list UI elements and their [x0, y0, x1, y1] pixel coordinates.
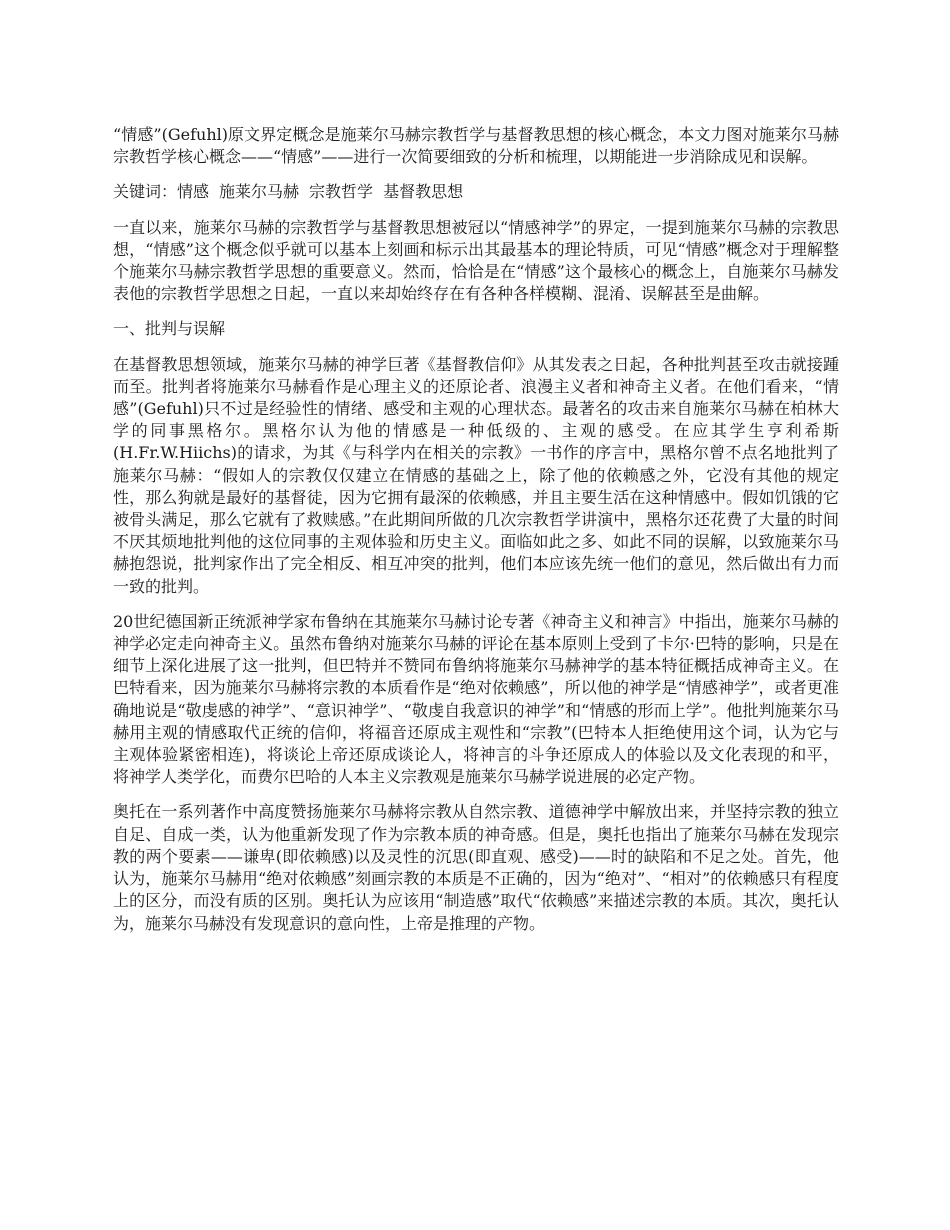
- keyword-item: 宗教哲学: [309, 182, 374, 202]
- body-paragraph: 奥托在一系列著作中高度赞扬施莱尔马赫将宗教从自然宗教、道德神学中解放出来，并坚持宗教的独立自足、自成一类，认为他重新发现了作为宗教本质的神奇感。但是，奥托也指出了施莱尔马赫在发现宗教的两个要素——谦卑(即依赖感)以及灵性的沉思(即直观、感受)——时的缺陷和不足之处。首先，他认为，施莱尔马赫用“绝对依赖感”刻画宗教的本质是不正确的，因为“绝对”、“相对”的依赖感只有程度上的区分，而没有质的区别。奥托认为应该用“制造感”取代“依赖感”来描述宗教的本质。其次，奥托认为，施莱尔马赫没有发现意识的意向性，上帝是推理的产物。: [113, 802, 839, 933]
- keyword-item: 情感: [177, 182, 210, 202]
- keyword-item: 施莱尔马赫: [219, 182, 300, 202]
- keywords-line: [113, 181, 839, 203]
- body-paragraph: 在基督教思想领域，施莱尔马赫的神学巨著《基督教信仰》从其发表之日起，各种批判甚至攻击就接踵而至。批判者将施莱尔马赫看作是心理主义的还原论者、浪漫主义者和神奇主义者。在他们看来，“情感”(Gefuhl)只不过是经验性的情绪、感受和主观的心理状态。最著名的攻击来自施莱尔马赫在柏林大学的同事黑格尔。黑格尔认为他的情感是一种低级的、主观的感受。在应其学生亨利希斯(H.Fr.W.Hiichs)的请求，为其《与科学内在相关的宗教》一书作的序言中，黑格尔曾不点名地批判了施莱尔马赫：“假如人的宗教仅仅建立在情感的基础之上，除了他的依赖感之外，它没有其他的规定性，那么狗就是最好的基督徒，因为它拥有最深的依赖感，并且主要生活在这种情感中。假如饥饿的它被骨头满足，那么它就有了救赎感。”在此期间所做的几次宗教哲学讲演中，黑格尔还花费了大量的时间不厌其烦地批判他的这位同事的主观体验和历史主义。面临如此之多、如此不同的误解，以致施莱尔马赫抱怨说，批判家作出了完全相反、相互冲突的批判，他们本应该先统一他们的意见，然后做出有力而一致的批判。: [113, 354, 839, 596]
- body-paragraph: 20世纪德国新正统派神学家布鲁纳在其施莱尔马赫讨论专著《神奇主义和神言》中指出，施莱尔马赫的神学必定走向神奇主义。虽然布鲁纳对施莱尔马赫的评论在基本原则上受到了卡尔·巴特的影响，只是在细节上深化进展了这一批判，但巴特并不赞同布鲁纳将施莱尔马赫神学的基本特征概括成神奇主义。在巴特看来，因为施莱尔马赫将宗教的本质看作是“绝对依赖感”，所以他的神学是“情感神学”，或者更准确地说是“敬虔感的神学”、“意识神学”、“敬虔自我意识的神学”和“情感的形而上学”。他批判施莱尔马赫用主观的情感取代正统的信仰，将福音还原成主观性和“宗教”(巴特本人拒绝使用这个词，认为它与主观体验紧密相连)，将谈论上帝还原成谈论人，将神言的斗争还原成人的体验以及文化表现的和平，将神学人类学化，而费尔巴哈的人本主义宗教观是施莱尔马赫学说进展的必定产物。: [113, 611, 839, 787]
- keywords-label: 关键词：: [113, 182, 178, 202]
- keyword-item: 基督教思想: [383, 182, 464, 202]
- section-heading: 一、批判与误解: [113, 319, 226, 339]
- abstract-paragraph: “情感”(Gefuhl)原文界定概念是施莱尔马赫宗教哲学与基督教思想的核心概念，本文力图对施莱尔马赫宗教哲学核心概念——“情感”——进行一次简要细致的分析和梳理，以期能进一步消除成见和误解。: [113, 125, 839, 167]
- intro-paragraph: 一直以来，施莱尔马赫的宗教哲学与基督教思想被冠以“情感神学”的界定，一提到施莱尔马赫的宗教思想，“情感”这个概念似乎就可以基本上刻画和标示出其最基本的理论特质，可见“情感”概念对于理解整个施莱尔马赫宗教哲学思想的重要意义。然而，恰恰是在“情感”这个最核心的概念上，自施莱尔马赫发表他的宗教哲学思想之日起，一直以来却始终存在有各种各样模糊、混淆、误解甚至是曲解。: [113, 217, 839, 304]
- document-body: [113, 124, 839, 948]
